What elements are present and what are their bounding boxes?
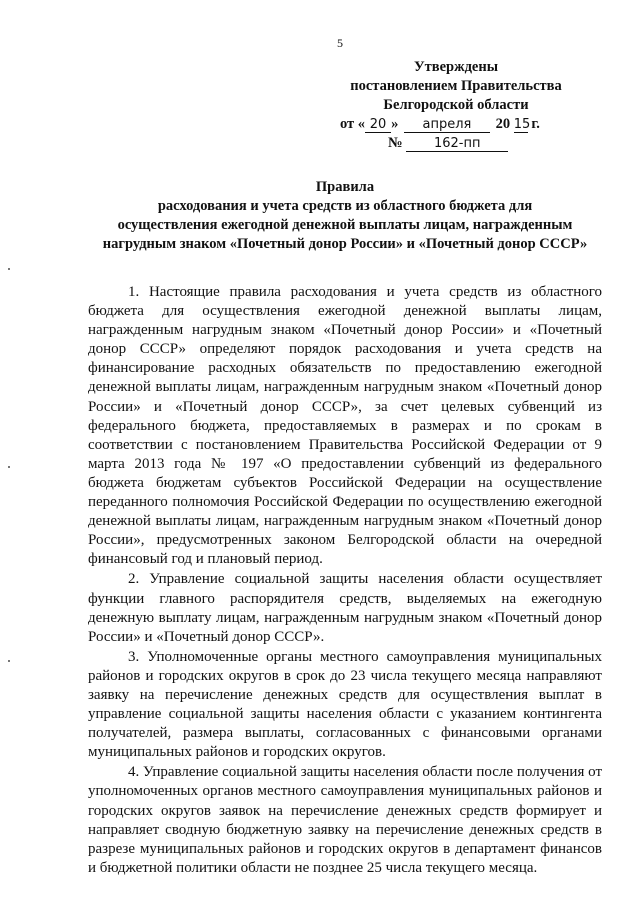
- handwritten-number: 162-пп: [406, 137, 508, 152]
- approval-number: [336, 134, 576, 153]
- paragraph-1: 1. Настоящие правила расходования и учета средств из областного бюджета для осуществления ежегодной денежной выплаты лицам, награжденным нагрудным знаком «Почетный донор России» и «Почетный донор СССР» определяют порядок расходования и учета средств на финансирование расходных обязательств по предоставлению ежегодной денежной выплаты лицам, награжденным нагрудным знаком «Почетный донор России» и «Почетный донор СССР», за счет целевых субвенций из федерального бюджета, предоставляемых в размерах и по срокам в соответствии с постановлением Правительства Российской Федерации от 9 марта 2013 года № 197 «О предоставлении субвенций из федерального бюджета бюджетам субъектов Российской Федерации на осуществление переданного полномочия Российской Федерации по осуществлению ежегодной денежной выплаты лицам, награжденным нагрудным знаком «Почетный донор России», предусмотренных законом Белгородской области на очередной финансовый год и плановый период.: [88, 284, 602, 568]
- number-prefix: №: [388, 135, 403, 151]
- paragraph-4: 4. Управление социальной защиты населения области после получения от уполномоченных органов местного самоуправления муниципальных районов и городских округов заявок на перечисление денежных средств формирует и направляет сводную бюджетную заявку на перечисление денежных средств в разрезе муниципальных районов и городских округов в департамент финансов и бюджетной политики области не позднее 25 числа текущего месяца.: [88, 764, 602, 876]
- title-line-3: осуществления ежегодной денежной выплаты лицам, награжденным: [117, 217, 573, 233]
- approval-line-2: постановлением Правительства: [350, 78, 562, 94]
- handwritten-month: апреля: [404, 118, 490, 133]
- handwritten-day: 20: [365, 118, 391, 133]
- scan-margin-mark: [8, 268, 10, 270]
- date-prefix: от «: [340, 116, 366, 132]
- title-line-1: Правила: [315, 179, 375, 195]
- year-end: г.: [531, 116, 540, 132]
- scan-margin-mark: [8, 660, 10, 662]
- document-body: [88, 283, 602, 879]
- paragraph-3: 3. Уполномоченные органы местного самоуправления муниципальных районов и городских округов в срок до 23 числа текущего месяца направляют заявку на перечисление денежных средств для осуществления выплат в управление социальной защиты населения области с указанием контингента получателей, размера выплаты, согласованных с финансовыми органами муниципальных районов и городских округов.: [88, 648, 602, 761]
- scan-margin-mark: [8, 466, 10, 468]
- approval-date: [336, 115, 576, 134]
- approval-line-3: Белгородской области: [383, 97, 529, 113]
- document-title: [80, 178, 610, 254]
- page-number: 5: [337, 36, 343, 50]
- approval-line-1: Утверждены: [413, 59, 499, 75]
- date-mid: »: [391, 116, 399, 132]
- year-prefix: 20: [495, 116, 511, 132]
- handwritten-year: 15: [513, 117, 531, 132]
- approval-block: [336, 58, 576, 153]
- paragraph-2: 2. Управление социальной защиты населения области осуществляет функции главного распорядителя средств, выделяемых на ежегодную денежную выплату лицам, награжденным нагрудным знаком «Почетный донор России» и «Почетный донор СССР».: [88, 571, 602, 645]
- title-line-2: расходования и учета средств из областного бюджета для: [157, 198, 533, 214]
- title-line-4: нагрудным знаком «Почетный донор России» и «Почетный донор СССР»: [102, 236, 588, 252]
